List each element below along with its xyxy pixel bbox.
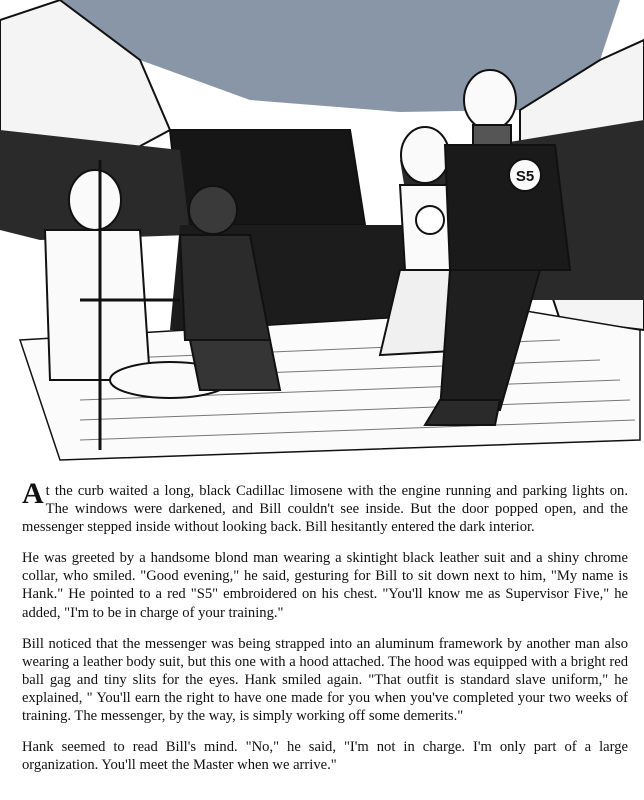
story-paragraph-1 bbox=[22, 477, 628, 536]
story-text bbox=[22, 477, 628, 787]
paragraph-text: t the curb waited a long, black Cadillac limosene with the engine running and parking lights on. The windows were darkened, and Bill couldn't see inside. But the door popped open, and the messenger stepped inside without looking back. Bill hesitantly entered the dark interior. bbox=[22, 483, 628, 536]
svg-text:S5: S5 bbox=[515, 168, 535, 185]
story-paragraph-3: Bill noticed that the messenger was being strapped into an aluminum framework by another man also wearing a leather body suit, but this one with a hood attached. The hood was equipped with a bright red ball gag and tiny slits for the eyes. Hank smiled again. "That outfit is standard slave uniform," he explained, " You'll earn the right to have one made for you when you've completed your two weeks of training. The messenger, by the way, is simply working off some demerits." bbox=[22, 635, 628, 725]
story-paragraph-4: Hank seemed to read Bill's mind. "No," he said, "I'm not in charge. I'm only part of a large organization. You'll meet the Master when we arrive." bbox=[22, 739, 628, 774]
story-paragraph-2: He was greeted by a handsome blond man wearing a skintight black leather suit and a shiny chrome collar, who smiled. "Good evening," he said, gesturing for Bill to sit down next to him, "My name is Hank." He pointed to a red "S5" embroidered on his chest. "You'll know me as Supervisor Five," he added, "I'm to be in charge of your training." bbox=[22, 550, 628, 621]
drop-cap: A bbox=[22, 477, 44, 510]
